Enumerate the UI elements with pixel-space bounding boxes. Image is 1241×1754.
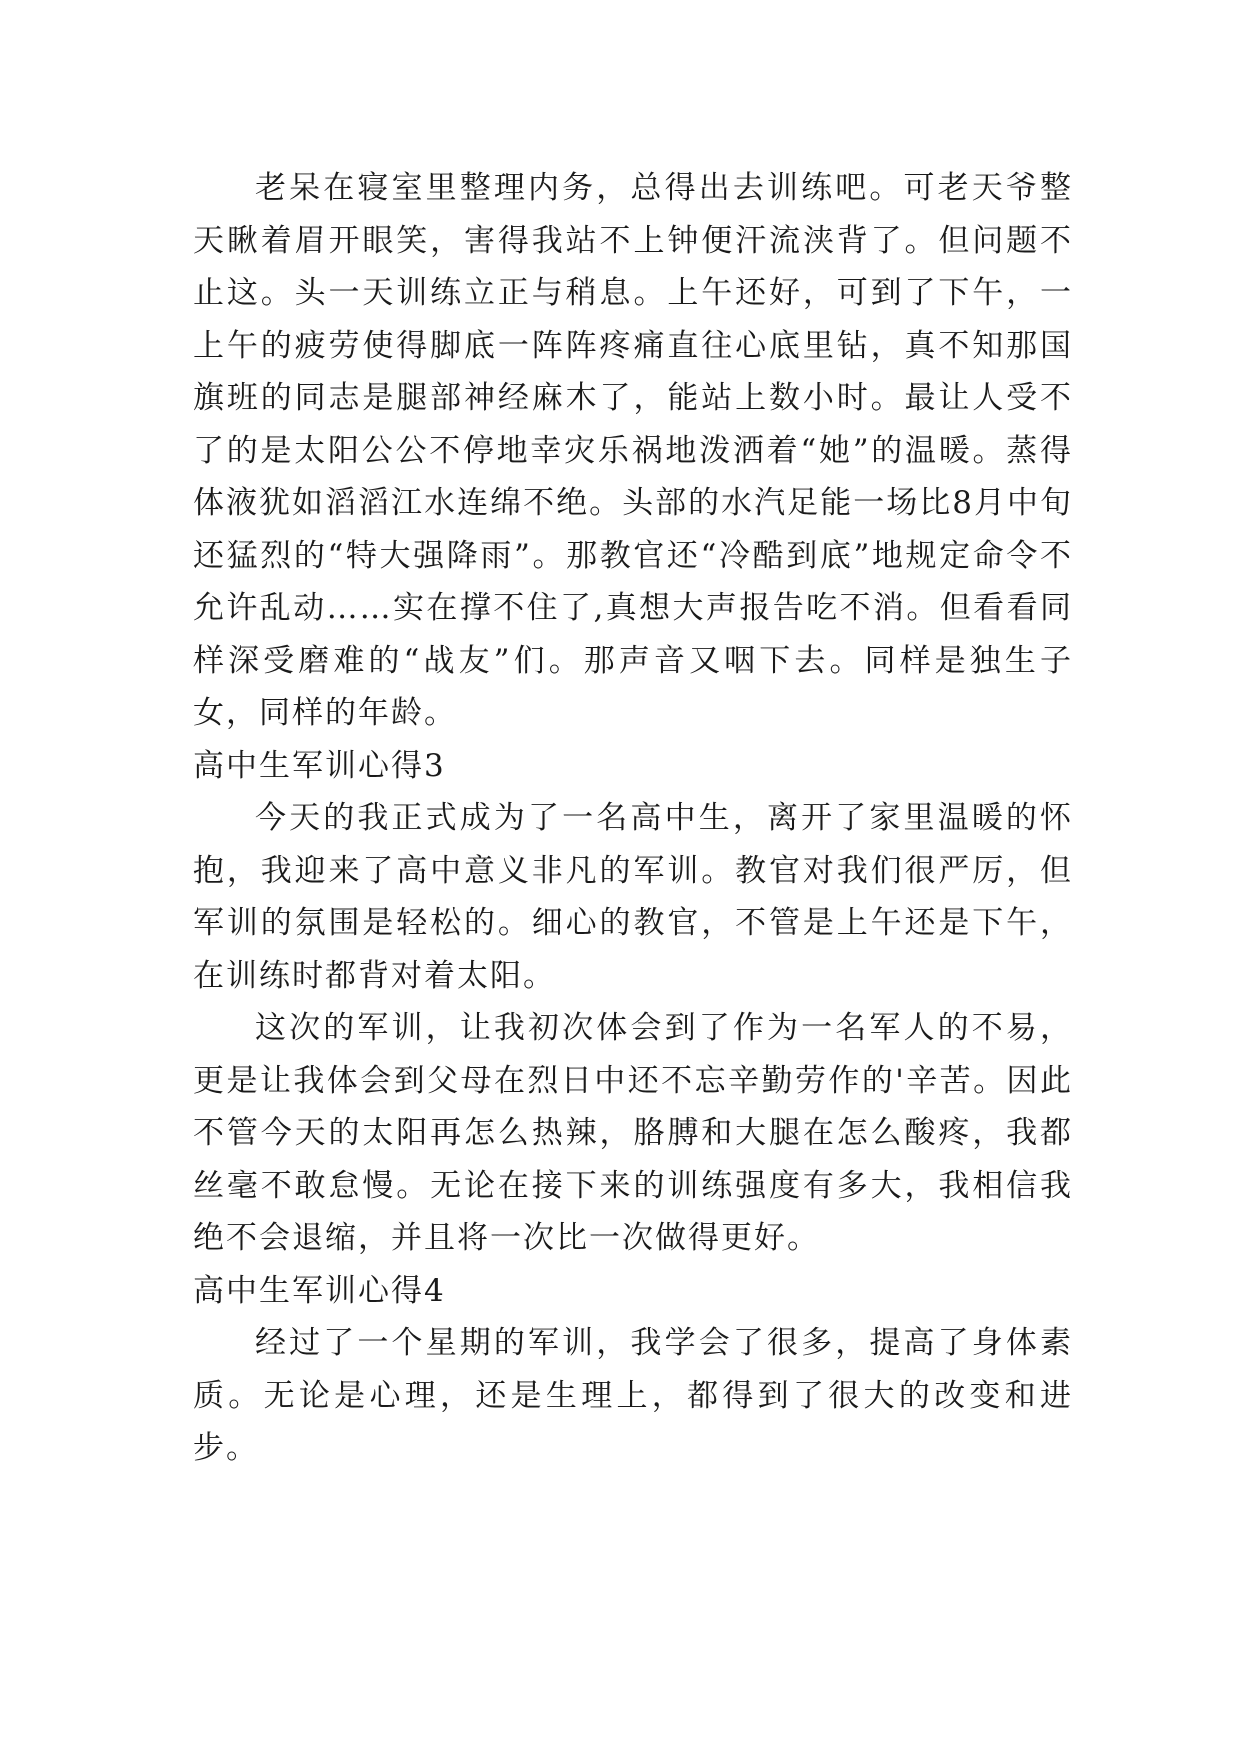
paragraph-first-day-high-school: 今天的我正式成为了一名高中生，离开了家里温暖的怀抱，我迎来了高中意义非凡的军训。教官对我们很严厉，但军训的氛围是轻松的。细心的教官，不管是上午还是下午，在训练时都背对着太阳。 <box>193 800 1073 994</box>
section-heading-3: 高中生军训心得3 <box>193 747 446 784</box>
paragraph-one-week-training: 经过了一个星期的军训，我学会了很多，提高了身体素质。无论是心理，还是生理上，都得到了很大的改变和进步。 <box>193 1325 1073 1466</box>
paragraph-military-training-reflection: 这次的军训，让我初次体会到了作为一名军人的不易，更是让我体会到父母在烈日中还不忘辛勤劳作的'辛苦。因此不管今天的太阳再怎么热辣，胳膊和大腿在怎么酸疼，我都丝毫不敢怠慢。无论在接下来的训练强度有多大，我相信我绝不会退缩，并且将一次比一次做得更好。 <box>193 1010 1073 1256</box>
section-heading-4: 高中生军训心得4 <box>193 1272 446 1309</box>
document-body <box>193 162 1073 1475</box>
paragraph-training-hardship: 老呆在寝室里整理内务，总得出去训练吧。可老天爷整天瞅着眉开眼笑，害得我站不上钟便汗流浃背了。但问题不止这。头一天训练立正与稍息。上午还好，可到了下午，一上午的疲劳使得脚底一阵阵疼痛直往心底里钻，真不知那国旗班的同志是腿部神经麻木了，能站上数小时。最让人受不了的是太阳公公不停地幸灾乐祸地泼洒着“她”的温暖。蒸得体液犹如滔滔江水连绵不绝。头部的水汽足能一场比8月中旬还猛烈的“特大强降雨”。那教官还“冷酷到底”地规定命令不允许乱动……实在撑不住了,真想大声报告吃不消。但看看同样深受磨难的“战友”们。那声音又咽下去。同样是独生子女，同样的年龄。 <box>193 170 1073 731</box>
